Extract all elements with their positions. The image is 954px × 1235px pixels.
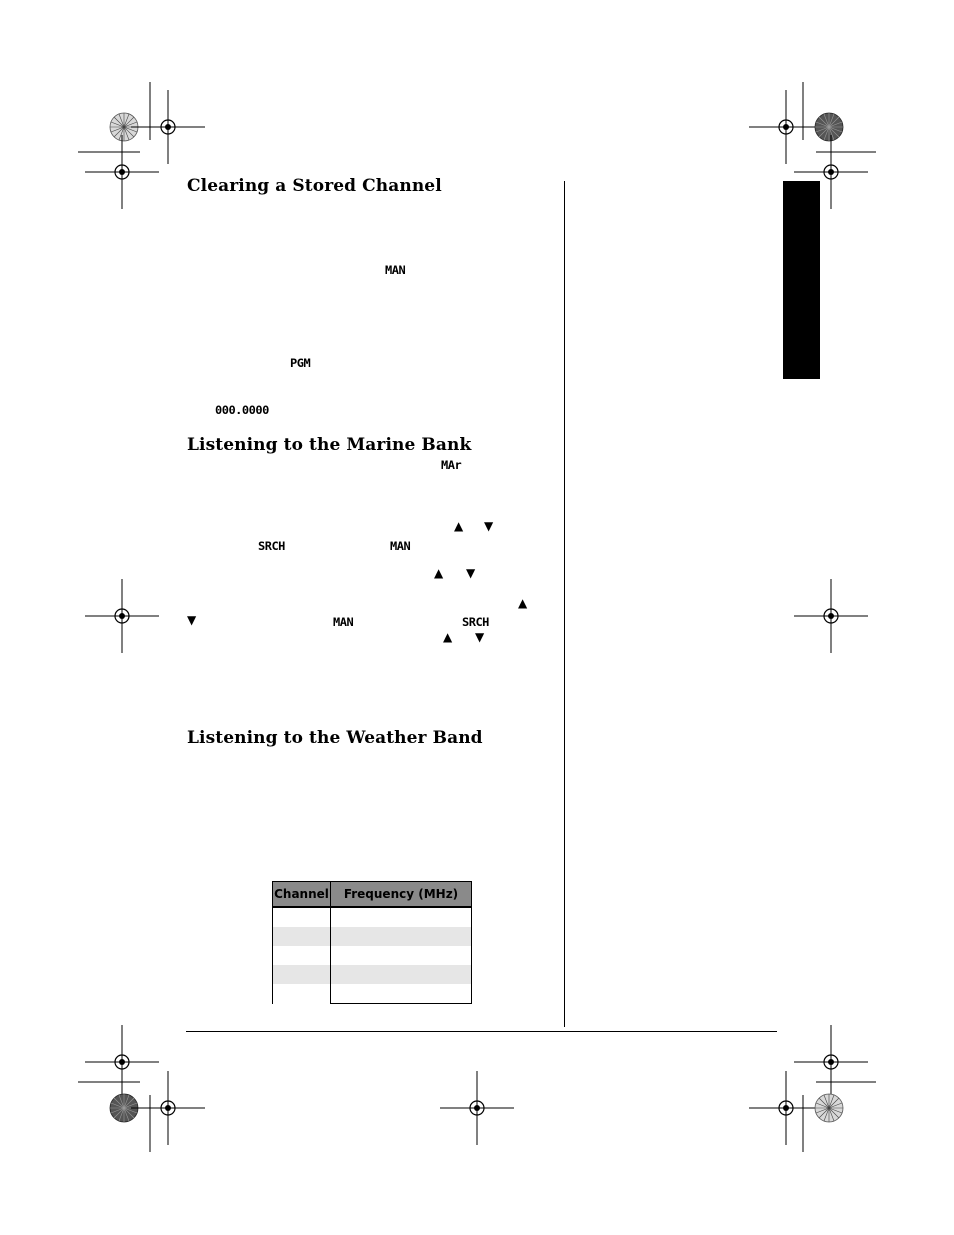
table-row: [273, 946, 472, 965]
man-indicator-2: MAN: [390, 539, 411, 553]
down-arrow-icon: ▼: [484, 519, 494, 533]
search-indicator-2: SRCH: [462, 615, 489, 629]
heading-weather-band: Listening to the Weather Band: [187, 728, 483, 748]
up-arrow-icon-2: ▲: [434, 566, 444, 580]
frequency-zero-indicator: 000.0000: [215, 403, 269, 417]
up-arrow-icon-4: ▲: [443, 630, 453, 644]
table-cell-frequency: [331, 965, 472, 984]
section-tab: [783, 181, 820, 379]
table-row: [273, 927, 472, 946]
search-indicator: SRCH: [258, 539, 285, 553]
table-cell-frequency: [331, 907, 472, 927]
table-cell-channel: [273, 965, 331, 984]
man-indicator-3: MAN: [333, 615, 354, 629]
man-indicator: MAN: [385, 263, 406, 277]
heading-clearing-stored-channel: Clearing a Stored Channel: [187, 176, 442, 196]
table-cell-frequency: [331, 927, 472, 946]
table-row: [273, 965, 472, 984]
table-cell-channel: [273, 984, 331, 1004]
table-header-channel: Channel: [273, 882, 331, 908]
weather-channel-table: [272, 881, 472, 1004]
down-arrow-icon-2: ▼: [466, 566, 476, 580]
marine-indicator: MAr: [441, 458, 462, 472]
table-header-frequency: Frequency (MHz): [331, 882, 472, 908]
table-cell-channel: [273, 946, 331, 965]
down-arrow-icon-3: ▼: [187, 613, 197, 627]
table-cell-channel: [273, 927, 331, 946]
table-row: [273, 984, 472, 1004]
table-cell-frequency: [331, 946, 472, 965]
down-arrow-icon-4: ▼: [475, 630, 485, 644]
column-divider: [564, 181, 565, 1027]
up-arrow-icon-3: ▲: [518, 596, 528, 610]
pgm-indicator: PGM: [290, 356, 311, 370]
table-cell-frequency: [331, 984, 472, 1004]
heading-marine-bank: Listening to the Marine Bank: [187, 435, 472, 455]
table-row: [273, 907, 472, 927]
table-cell-channel: [273, 907, 331, 927]
up-arrow-icon: ▲: [454, 519, 464, 533]
footer-rule: [186, 1031, 777, 1032]
